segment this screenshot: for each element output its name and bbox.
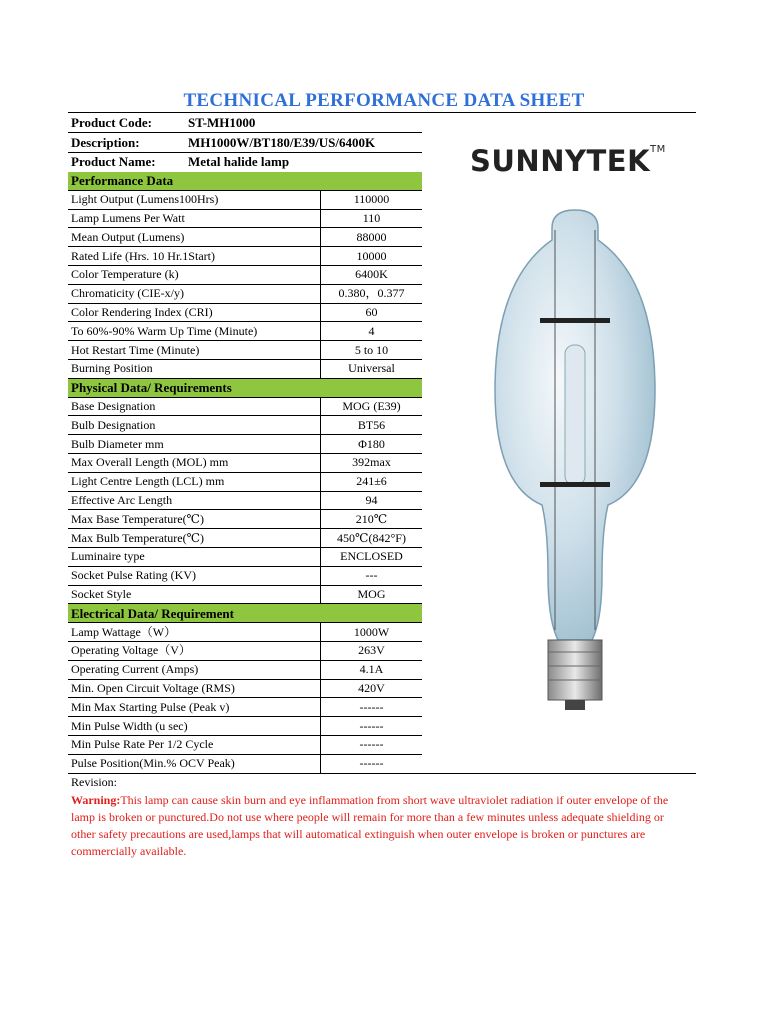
- spec-value: 241±6: [321, 472, 423, 491]
- table-row: [68, 397, 422, 416]
- table-row: [68, 303, 422, 322]
- spec-label: Rated Life (Hrs. 10 Hr.1Start): [68, 247, 321, 266]
- spec-label: Operating Current (Amps): [68, 660, 321, 679]
- spec-value: 10000: [321, 247, 423, 266]
- spec-value: MOG: [321, 585, 423, 604]
- product-name-label: Product Name:: [71, 154, 156, 169]
- spec-value: ------: [321, 698, 423, 717]
- support-strap: [540, 318, 610, 323]
- spec-value: BT56: [321, 416, 423, 435]
- table-row: [68, 698, 422, 717]
- base-contact: [565, 700, 585, 710]
- spec-label: Min Pulse Rate Per 1/2 Cycle: [68, 735, 321, 754]
- lamp-image: [490, 200, 660, 720]
- arc-tube: [565, 345, 585, 485]
- page-title: TECHNICAL PERFORMANCE DATA SHEET: [183, 90, 585, 111]
- spec-label: Operating Voltage（V）: [68, 641, 321, 660]
- spec-value: 6400K: [321, 265, 423, 284]
- description-value: MH1000W/BT180/E39/US/6400K: [188, 135, 376, 150]
- spec-label: Socket Style: [68, 585, 321, 604]
- table-row: [68, 566, 422, 585]
- table-row: [68, 547, 422, 566]
- section-header: [68, 172, 422, 190]
- table-row: [68, 754, 422, 773]
- spec-label: Min Max Starting Pulse (Peak v): [68, 698, 321, 717]
- spec-label: Base Designation: [68, 397, 321, 416]
- spec-value: 450℃(842°F): [321, 529, 423, 548]
- table-row: [68, 190, 422, 209]
- spec-value: 110000: [321, 190, 423, 209]
- spec-value: 1000W: [321, 623, 423, 642]
- spec-label: Lamp Lumens Per Watt: [68, 209, 321, 228]
- spec-label: Pulse Position(Min.% OCV Peak): [68, 754, 321, 773]
- table-row: [68, 585, 422, 604]
- spec-label: Chromaticity (CIE-x/y): [68, 284, 321, 303]
- spec-value: 5 to 10: [321, 341, 423, 360]
- table-row: [68, 265, 422, 284]
- spec-value: 263V: [321, 641, 423, 660]
- spec-label: Mean Output (Lumens): [68, 228, 321, 247]
- spec-value: 60: [321, 303, 423, 322]
- section-title: Physical Data/ Requirements: [68, 378, 422, 397]
- brand-logo-text: SUNNYTEK: [470, 144, 651, 178]
- spec-value: ---: [321, 566, 423, 585]
- spec-label: Min. Open Circuit Voltage (RMS): [68, 679, 321, 698]
- product-code-value: ST-MH1000: [188, 115, 256, 130]
- description-row: [68, 133, 422, 153]
- spec-label: Max Base Temperature(℃): [68, 510, 321, 529]
- spec-label: Effective Arc Length: [68, 491, 321, 510]
- spec-label: Bulb Diameter mm: [68, 435, 321, 454]
- spec-value: 210℃: [321, 510, 423, 529]
- table-row: [68, 472, 422, 491]
- spec-table: [68, 172, 422, 774]
- spec-label: Light Centre Length (LCL) mm: [68, 472, 321, 491]
- spec-value: ------: [321, 735, 423, 754]
- revision-label: Revision:: [71, 775, 118, 789]
- spec-label: Max Bulb Temperature(℃): [68, 529, 321, 548]
- spec-value: 4.1A: [321, 660, 423, 679]
- table-row: [68, 416, 422, 435]
- spec-value: ------: [321, 754, 423, 773]
- spec-value: 392max: [321, 453, 423, 472]
- description-label: Description:: [71, 135, 140, 150]
- spec-label: To 60%-90% Warm Up Time (Minute): [68, 322, 321, 341]
- warning-text: [71, 792, 691, 860]
- spec-value: 4: [321, 322, 423, 341]
- spec-value: MOG (E39): [321, 397, 423, 416]
- table-row: [68, 284, 422, 303]
- table-row: [68, 529, 422, 548]
- spec-value: 420V: [321, 679, 423, 698]
- spec-label: Burning Position: [68, 359, 321, 378]
- warning-body: This lamp can cause skin burn and eye inflammation from short wave ultraviolet radiation if outer envelope of the lamp is broken or punctured.Do not use where people will remain for more than a few minutes unless adequate shielding or other safety precautions are used,lamps that will automatical extinguish when outer envelope is broken or punctures are commercially available.: [71, 793, 669, 858]
- table-row: [68, 341, 422, 360]
- trademark-mark: TM: [650, 144, 666, 156]
- table-row: [68, 679, 422, 698]
- lamp-base: [548, 640, 602, 700]
- product-code-row: [68, 113, 422, 133]
- table-row: [68, 247, 422, 266]
- table-row: [68, 623, 422, 642]
- spec-label: Luminaire type: [68, 547, 321, 566]
- table-row: [68, 228, 422, 247]
- spec-value: Φ180: [321, 435, 423, 454]
- table-row: [68, 735, 422, 754]
- table-row: [68, 660, 422, 679]
- spec-value: 94: [321, 491, 423, 510]
- bottom-rule: [68, 773, 696, 774]
- warning-label: Warning:: [71, 793, 121, 807]
- product-name-value: Metal halide lamp: [188, 154, 290, 169]
- section-header: [68, 378, 422, 397]
- table-row: [68, 641, 422, 660]
- spec-value: Universal: [321, 359, 423, 378]
- spec-value: 0.380，0.377: [321, 284, 423, 303]
- spec-value: ENCLOSED: [321, 547, 423, 566]
- table-row: [68, 359, 422, 378]
- spec-value: 88000: [321, 228, 423, 247]
- section-header: [68, 604, 422, 623]
- support-strap: [540, 482, 610, 487]
- product-name-row: [68, 152, 422, 171]
- product-code-label: Product Code:: [71, 115, 153, 130]
- table-row: [68, 510, 422, 529]
- spec-label: Color Temperature (k): [68, 265, 321, 284]
- table-row: [68, 717, 422, 736]
- spec-value: 110: [321, 209, 423, 228]
- section-title: Electrical Data/ Requirement: [68, 604, 422, 623]
- section-title: Performance Data: [68, 172, 422, 190]
- table-row: [68, 322, 422, 341]
- spec-label: Light Output (Lumens100Hrs): [68, 190, 321, 209]
- spec-label: Socket Pulse Rating (KV): [68, 566, 321, 585]
- spec-label: Bulb Designation: [68, 416, 321, 435]
- table-row: [68, 453, 422, 472]
- spec-label: Min Pulse Width (u sec): [68, 717, 321, 736]
- brand-logo: [470, 144, 666, 178]
- spec-label: Lamp Wattage（W）: [68, 623, 321, 642]
- table-row: [68, 209, 422, 228]
- spec-value: ------: [321, 717, 423, 736]
- spec-label: Max Overall Length (MOL) mm: [68, 453, 321, 472]
- spec-label: Hot Restart Time (Minute): [68, 341, 321, 360]
- table-row: [68, 435, 422, 454]
- spec-label: Color Rendering Index (CRI): [68, 303, 321, 322]
- table-row: [68, 491, 422, 510]
